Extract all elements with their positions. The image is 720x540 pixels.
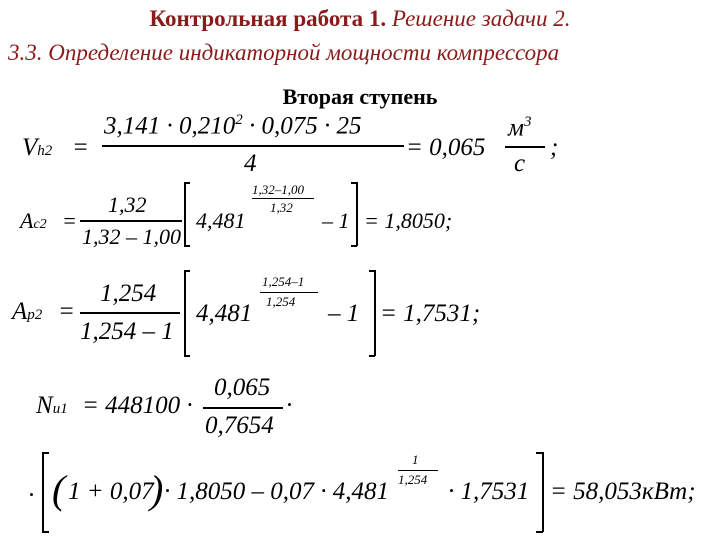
eq4-denominator: 0,7654 (205, 412, 274, 439)
eq2-bracket-left (184, 182, 186, 246)
eq1-numerator (104, 112, 362, 140)
eq2-equals: = (62, 208, 77, 233)
section-title: 3.3. Определение индикаторной мощности компрессора (8, 40, 560, 65)
eq2-lhs-sub: c2 (33, 217, 47, 232)
eq2-lhs-var: A (20, 208, 34, 233)
eq1-num-b: · 0,075 · 25 (242, 112, 362, 140)
eq3-bracket-left (184, 270, 186, 356)
eq1-unit-m: м (508, 114, 524, 142)
eq5-paren-close: ) (150, 467, 164, 512)
eq1-semicolon: ; (550, 134, 559, 161)
eq1-equals: = (72, 134, 89, 161)
eq1-fraction-bar (102, 145, 404, 147)
eq3-fraction-bar (80, 312, 180, 314)
eq3-result: = 1,7531; (380, 300, 481, 327)
eq5-bracket-right (542, 452, 544, 532)
eq5-exp-bar (398, 470, 438, 471)
eq2-result: = 1,8050; (364, 208, 453, 233)
eq3-base: 4,481 (196, 300, 253, 327)
subtitle: Вторая ступень (282, 84, 438, 109)
eq5-bracket-right-top (536, 452, 543, 454)
eq5-paren-inner: 1 + 0,07 (68, 478, 154, 505)
title-italic: Решение задачи 2. (391, 6, 571, 31)
eq3-bracket-left-top (184, 270, 190, 272)
eq3-bracket-right-top (369, 270, 375, 272)
eq3-denominator: 1,254 – 1 (80, 318, 174, 345)
eq5-exp-den: 1,254 (398, 472, 428, 487)
eq5-leading-dot: · (28, 482, 35, 509)
eq3-exp-den: 1,254 (266, 294, 296, 309)
eq1-lhs-var: V (22, 134, 38, 161)
eq2-bracket-right-bottom (351, 245, 357, 247)
eq1-unit-num (508, 114, 531, 142)
eq3-equals: = (58, 298, 75, 325)
eq3-bracket-left-bottom (184, 355, 190, 357)
eq5-result: = 58,053кВт; (550, 478, 696, 505)
slide-title (0, 6, 720, 32)
eq3-bracket-right-bottom (369, 355, 375, 357)
eq1-unit-den: c (514, 150, 526, 177)
eq2-bracket-right (356, 182, 358, 246)
eq4-fraction-bar (203, 407, 283, 409)
eq1-result: = 0,065 (406, 134, 486, 161)
eq5-middle: · 1,8050 – 0,07 · 4,481 (164, 478, 389, 505)
eq3-lhs-var: A (12, 298, 28, 325)
eq5-tail: · 1,7531 (448, 478, 530, 505)
eq3-lhs-sub: p2 (27, 307, 43, 323)
eq4-lhs-sub: и1 (52, 401, 68, 417)
eq1-unit-pow: 3 (523, 114, 532, 130)
eq4-trailing-dot: · (286, 392, 293, 419)
eq4-coefficient: = 448100 · (82, 392, 193, 419)
eq3-numerator: 1,254 (100, 280, 157, 307)
eq2-bracket-left-bottom (184, 245, 190, 247)
eq2-bracket-right-top (351, 182, 357, 184)
eq4-lhs-var: N (36, 392, 53, 419)
eq2-base: 4,481 (196, 208, 246, 233)
eq4-numerator: 0,065 (214, 374, 271, 401)
eq1-lhs-sub: h2 (37, 143, 53, 159)
eq2-bracket-left-top (184, 182, 190, 184)
eq2-exp-den: 1,32 (270, 200, 293, 215)
eq2-exp-bar (252, 198, 314, 199)
title-bold: Контрольная работа 1. (149, 6, 387, 31)
eq5-bracket-left-bottom (42, 531, 49, 533)
eq3-bracket-right (374, 270, 376, 356)
eq1-num-a: 3,141 · 0,210 (104, 112, 236, 140)
eq4-lhs (36, 392, 68, 420)
eq2-numerator: 1,32 (108, 192, 147, 217)
eq3-exp-bar (260, 292, 318, 293)
eq1-unit-bar (505, 146, 545, 148)
eq2-minus-one: – 1 (322, 208, 350, 233)
eq5-bracket-left-top (42, 452, 49, 454)
eq5-exp-num: 1 (412, 452, 419, 467)
eq5-bracket-right-bottom (536, 531, 543, 533)
eq2-denominator: 1,32 – 1,00 (82, 224, 181, 249)
eq1-lhs (22, 134, 52, 162)
eq5-bracket-left (42, 452, 44, 532)
eq2-fraction-bar (80, 220, 182, 222)
eq1-num-pow: 2 (235, 112, 243, 128)
eq3-lhs (12, 298, 42, 326)
eq5-paren-open: ( (52, 467, 66, 512)
eq3-exp-num: 1,254–1 (262, 274, 305, 289)
eq3-minus-one: – 1 (328, 300, 360, 327)
eq1-denominator: 4 (244, 150, 257, 177)
eq2-lhs (20, 208, 47, 234)
eq2-exp-num: 1,32–1,00 (252, 182, 304, 197)
